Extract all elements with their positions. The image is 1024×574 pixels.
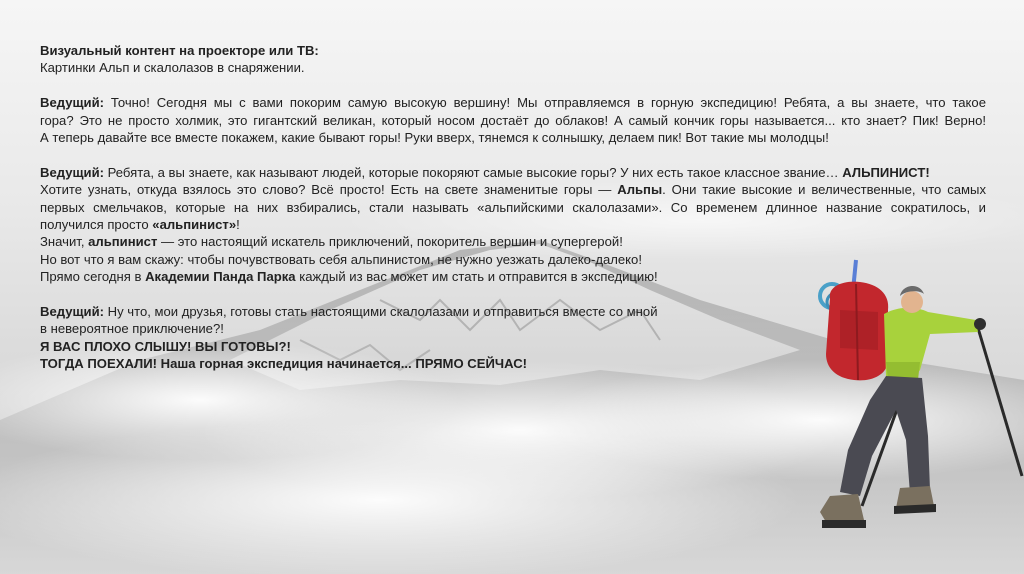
p1-lead: Ведущий: xyxy=(40,95,104,111)
p3-line4: ТОГДА ПОЕХАЛИ! Наша горная экспедиция начинается... ПРЯМО СЕЙЧАС! xyxy=(40,356,528,372)
p1-line3: А теперь давайте все вместе покажем, какие бывают горы! Руки вверх, тянемся к солнышку, делаем пик! Вот такие мы молодцы! xyxy=(40,130,829,146)
p3-line2: в невероятное приключение?! xyxy=(40,321,224,337)
p3-lead: Ведущий: xyxy=(40,304,104,320)
p2-line3: первых смельчаков, которые на них взбирались, стали называть «альпийскими скалолазами». Со временем длинное название сократилось, и xyxy=(40,199,986,215)
p3-line1: Ведущий: Ну что, мои друзья, готовы стать настоящими скалолазами и отправиться вместе со мной xyxy=(40,304,658,320)
p1-line2: гора? Это не просто холмик, это гигантский великан, который носом достаёт до облаков! А самый кончик горы называется... кто знает? Пик! Верно! xyxy=(40,112,986,128)
p2-line2: Хотите узнать, откуда взялось это слово? Всё просто! Есть на свете знаменитые горы — Альпы. Они такие высокие и величественные, что самых xyxy=(40,182,986,198)
p2-line1: Ведущий: Ребята, а вы знаете, как называют людей, которые покоряют самые высокие горы? У них есть такое классное звание… АЛЬПИНИСТ! xyxy=(40,164,930,180)
p2-line5: Значит, альпинист — это настоящий искатель приключений, покоритель вершин и супергерой! xyxy=(40,234,623,250)
visual-title: Визуальный контент на проекторе или ТВ: xyxy=(40,43,319,58)
p1-line1: Ведущий: Точно! Сегодня мы с вами покорим самую высокую вершину! Мы отправляемся в горную экспедицию! Ребята, а вы знаете, что такое xyxy=(40,95,986,111)
p2-line7: Прямо сегодня в Академии Панда Парка каждый из вас может им стать и отправится в экспедицию! xyxy=(40,269,658,285)
p3-line3: Я ВАС ПЛОХО СЛЫШУ! ВЫ ГОТОВЫ?! xyxy=(40,338,291,354)
p2-lead: Ведущий: xyxy=(40,164,104,180)
p2-line4: получился просто «альпинист»! xyxy=(40,217,240,233)
climber-image xyxy=(800,250,1024,540)
visual-desc: Картинки Альп и скалолазов в снаряжении. xyxy=(40,60,305,76)
p2-line6: Но вот что я вам скажу: чтобы почувствовать себя альпинистом, не нужно уезжать далеко-далеко! xyxy=(40,251,642,267)
